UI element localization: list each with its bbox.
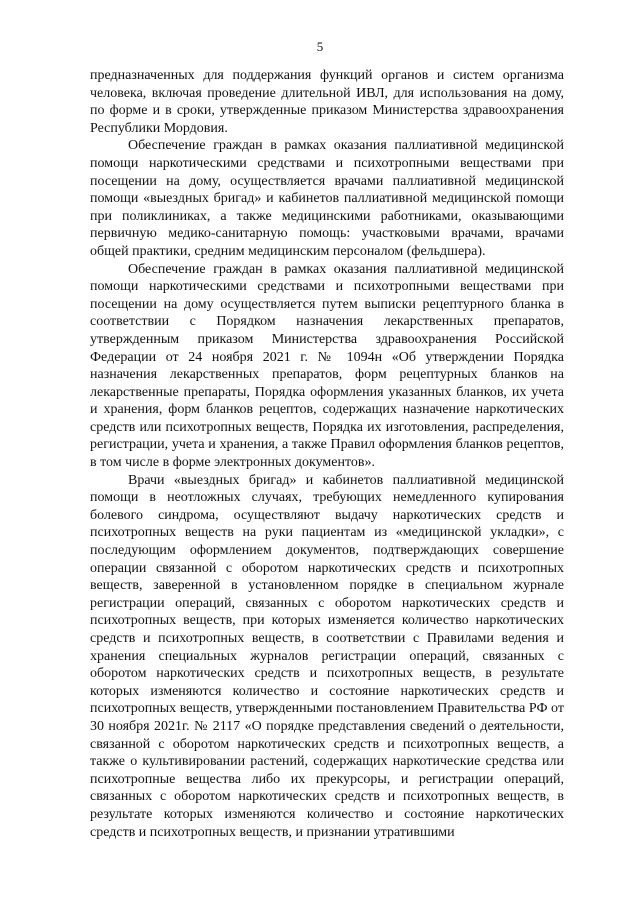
paragraph: предназначенных для поддержания функций органов и систем организма человека, включая проведение длительной ИВЛ, для использования на дому, по форме и в сроки, утвержденные приказом Министерства здравоохранения Республики Мордовия.	[90, 68, 564, 136]
paragraph: Врачи «выездных бригад» и кабинетов паллиативной медицинской помощи в неотложных случаях, требующих немедленного купирования болевого синдрома, осуществляют выдачу наркотических средств и психотропных веществ на руки пациентам из «медицинской укладки», с последующим оформлением документов, подтверждающих совершение операции связанной с оборотом наркотических средств и психотропных веществ, заверенной в установленном порядке в специальном журнале регистрации операций, связанных с оборотом наркотических средств и психотропных веществ, при которых изменяется количество наркотических средств и психотропных веществ, в соответствии с Правилами ведения и хранения специальных журналов регистрации операций, связанных с оборотом наркотических средств и психотропных веществ, в результате которых изменяются количество и состояние наркотических средств и психотропных веществ, утвержденными постановлением Правительства РФ от 30 ноября 2021г. № 2117 «О порядке представления сведений о деятельности, связанной с оборотом наркотических средств и психотропных веществ, а также о культивировании растений, содержащих наркотические средства или психотропные вещества либо их прекурсоры, и регистрации операций, связанных с оборотом наркотических средств и психотропных веществ, в результате которых изменяются количество и состояние наркотических средств и психотропных веществ, и признании утратившими	[90, 472, 564, 840]
document-body	[90, 67, 564, 841]
paragraph: Обеспечение граждан в рамках оказания паллиативной медицинской помощи наркотическими средствами и психотропными веществами при посещении на дому осуществляется путем выписки рецептурного бланка в соответствии с Порядком назначения лекарственных препаратов, утвержденным приказом Министерства здравоохранения Российской Федерации от 24 ноября 2021 г. № 1094н «Об утверждении Порядка назначения лекарственных препаратов, форм рецептурных бланков на лекарственные препараты, Порядка оформления указанных бланков, их учета и хранения, форм бланков рецептов, содержащих назначение наркотических средств или психотропных веществ, Порядка их изготовления, распределения, регистрации, учета и хранения, а также Правил оформления бланков рецептов, в том числе в форме электронных документов».	[90, 261, 564, 471]
page-number: 5	[316, 39, 324, 54]
paragraph: Обеспечение граждан в рамках оказания паллиативной медицинской помощи наркотическими средствами и психотропными веществами при посещении на дому, осуществляется врачами паллиативной медицинской помощи «выездных бригад» и кабинетов паллиативной медицинской помощи при поликлиниках, а также медицинскими работниками, оказывающими первичную медико-санитарную помощь: участковыми врачами, врачами общей практики, средним медицинским персоналом (фельдшера).	[90, 138, 564, 259]
